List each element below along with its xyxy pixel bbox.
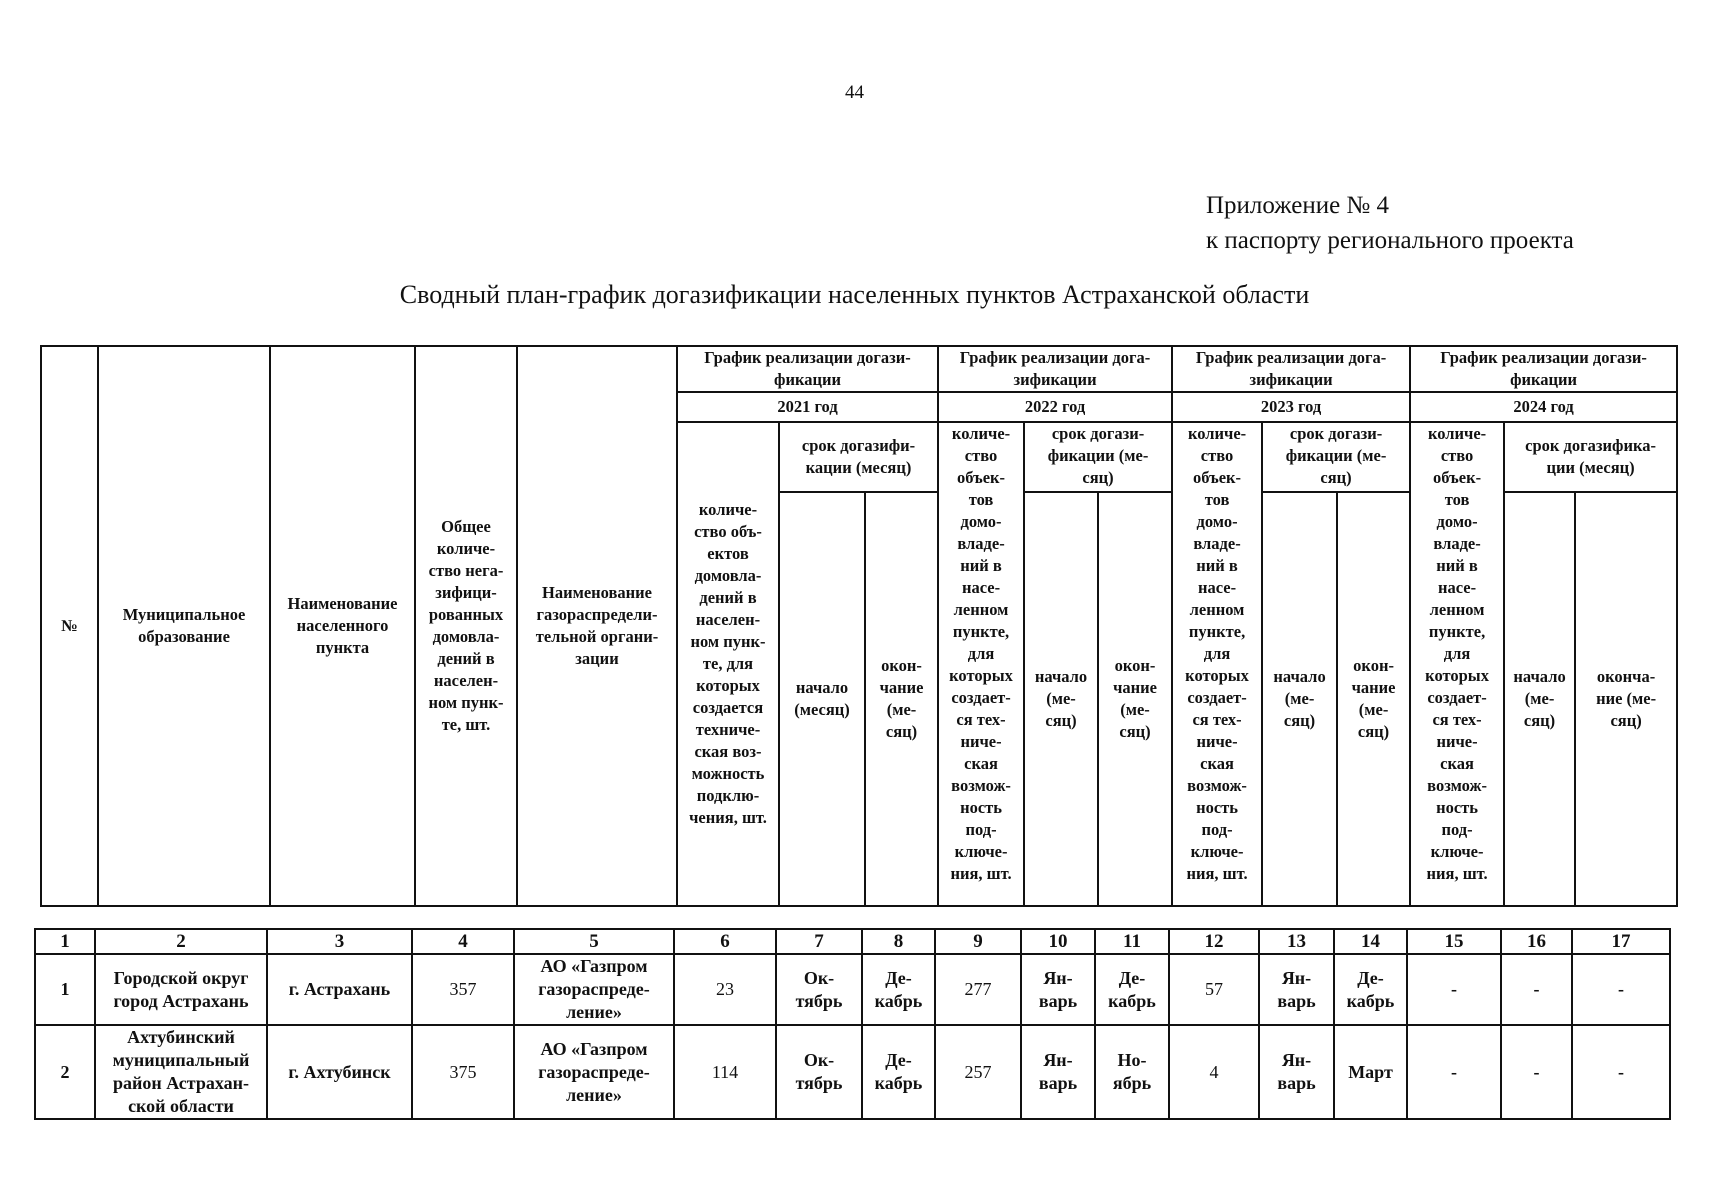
end-2024-cell: - — [1572, 1025, 1670, 1119]
column-number: 10 — [1021, 929, 1095, 954]
column-number: 16 — [1501, 929, 1572, 954]
start-2022-cell: Ян- варь — [1021, 1025, 1095, 1119]
table-row — [35, 1025, 1670, 1119]
gas-org-cell: АО «Газпром газораспреде- ление» — [514, 1025, 674, 1119]
count-2021-cell: 114 — [674, 1025, 776, 1119]
header-start-2021: начало (месяц) — [779, 492, 865, 906]
settlement-cell: г. Ахтубинск — [267, 1025, 412, 1119]
end-2022-cell: Де- кабрь — [1095, 954, 1169, 1025]
header-end-2022: окон- чание (ме- сяц) — [1098, 492, 1172, 906]
gas-org-cell: АО «Газпром газораспреде- ление» — [514, 954, 674, 1025]
start-2023-cell: Ян- варь — [1259, 1025, 1334, 1119]
header-schedule-2021: График реализации догази- фикации — [677, 346, 938, 392]
header-year-2024: 2024 год — [1410, 392, 1677, 422]
header-term-2021: срок догазифи- кации (месяц) — [779, 422, 938, 492]
table-row — [35, 954, 1670, 1025]
header-term-2022: срок догази- фикации (ме- сяц) — [1024, 422, 1172, 492]
count-2021-cell: 23 — [674, 954, 776, 1025]
end-2022-cell: Но- ябрь — [1095, 1025, 1169, 1119]
column-number: 12 — [1169, 929, 1259, 954]
row-number: 2 — [35, 1025, 95, 1119]
header-end-2023: окон- чание (ме- сяц) — [1337, 492, 1410, 906]
column-number: 15 — [1407, 929, 1501, 954]
municipality-cell: Ахтубинский муниципальный район Астрахан- ской области — [95, 1025, 267, 1119]
header-end-2024: оконча- ние (ме- сяц) — [1575, 492, 1677, 906]
count-2024-cell: - — [1407, 954, 1501, 1025]
column-number: 17 — [1572, 929, 1670, 954]
column-number: 11 — [1095, 929, 1169, 954]
column-number: 6 — [674, 929, 776, 954]
header-schedule-2022: График реализации дога- зификации — [938, 346, 1172, 392]
header-year-2022: 2022 год — [938, 392, 1172, 422]
header-count-2024: количе- ство объек- тов домо- владе- ний в насе- ленном пункте, для которых создает- ся тех- ниче- ская возмож- ность под- ключе- ния, шт. — [1410, 422, 1504, 906]
data-table — [34, 928, 1671, 1120]
header-schedule-2024: График реализации догази- фикации — [1410, 346, 1677, 392]
column-number: 3 — [267, 929, 412, 954]
start-2024-cell: - — [1501, 1025, 1572, 1119]
column-number: 8 — [862, 929, 935, 954]
header-table — [40, 345, 1678, 907]
page-number: 44 — [845, 82, 864, 103]
count-2024-cell: - — [1407, 1025, 1501, 1119]
column-number: 5 — [514, 929, 674, 954]
total-households-cell: 357 — [412, 954, 514, 1025]
header-count-2023: количе- ство объек- тов домо- владе- ний в насе- ленном пункте, для которых создает- ся тех- ниче- ская возмож- ность под- ключе- ния, шт. — [1172, 422, 1262, 906]
header-start-2022: начало (ме- сяц) — [1024, 492, 1098, 906]
end-2023-cell: Де- кабрь — [1334, 954, 1407, 1025]
column-number: 14 — [1334, 929, 1407, 954]
header-start-2024: начало (ме- сяц) — [1504, 492, 1575, 906]
appendix-line-2: к паспорту регионального проекта — [1206, 227, 1574, 254]
header-gas-org: Наименование газораспредели- тельной органи- зации — [517, 346, 677, 906]
header-term-2024: срок догазифика- ции (месяц) — [1504, 422, 1677, 492]
header-number: № — [41, 346, 98, 906]
document-title: Сводный план-график догазификации населенных пунктов Астраханской области — [399, 280, 1310, 309]
header-count-2021: количе- ство объ- ектов домовла- дений в населен- ном пунк- те, для которых создается техниче- ская воз- можность подклю- чения, шт. — [677, 422, 779, 906]
header-total-households: Общее количе- ство нега- зифици- рованных домовла- дений в населен- ном пунк- те, шт. — [415, 346, 517, 906]
appendix-note — [1206, 188, 1574, 258]
header-settlement: Наименование населенного пункта — [270, 346, 415, 906]
municipality-cell: Городской округ город Астрахань — [95, 954, 267, 1025]
header-year-2023: 2023 год — [1172, 392, 1410, 422]
header-municipality: Муниципальное образование — [98, 346, 270, 906]
end-2021-cell: Де- кабрь — [862, 954, 935, 1025]
column-number: 13 — [1259, 929, 1334, 954]
column-number: 2 — [95, 929, 267, 954]
appendix-line-1: Приложение № 4 — [1206, 192, 1390, 219]
end-2024-cell: - — [1572, 954, 1670, 1025]
column-number: 1 — [35, 929, 95, 954]
start-2021-cell: Ок- тябрь — [776, 954, 862, 1025]
column-number-row — [35, 929, 1670, 954]
end-2021-cell: Де- кабрь — [862, 1025, 935, 1119]
column-number: 4 — [412, 929, 514, 954]
header-count-2022: количе- ство объек- тов домо- владе- ний в насе- ленном пункте, для которых создает- ся тех- ниче- ская возмож- ность под- ключе- ния, шт. — [938, 422, 1024, 906]
count-2023-cell: 57 — [1169, 954, 1259, 1025]
count-2022-cell: 277 — [935, 954, 1021, 1025]
start-2021-cell: Ок- тябрь — [776, 1025, 862, 1119]
header-year-2021: 2021 год — [677, 392, 938, 422]
start-2023-cell: Ян- варь — [1259, 954, 1334, 1025]
column-number: 7 — [776, 929, 862, 954]
column-number: 9 — [935, 929, 1021, 954]
row-number: 1 — [35, 954, 95, 1025]
total-households-cell: 375 — [412, 1025, 514, 1119]
start-2024-cell: - — [1501, 954, 1572, 1025]
settlement-cell: г. Астрахань — [267, 954, 412, 1025]
header-end-2021: окон- чание (ме- сяц) — [865, 492, 938, 906]
header-term-2023: срок догази- фикации (ме- сяц) — [1262, 422, 1410, 492]
end-2023-cell: Март — [1334, 1025, 1407, 1119]
count-2022-cell: 257 — [935, 1025, 1021, 1119]
header-schedule-2023: График реализации дога- зификации — [1172, 346, 1410, 392]
count-2023-cell: 4 — [1169, 1025, 1259, 1119]
start-2022-cell: Ян- варь — [1021, 954, 1095, 1025]
header-start-2023: начало (ме- сяц) — [1262, 492, 1337, 906]
